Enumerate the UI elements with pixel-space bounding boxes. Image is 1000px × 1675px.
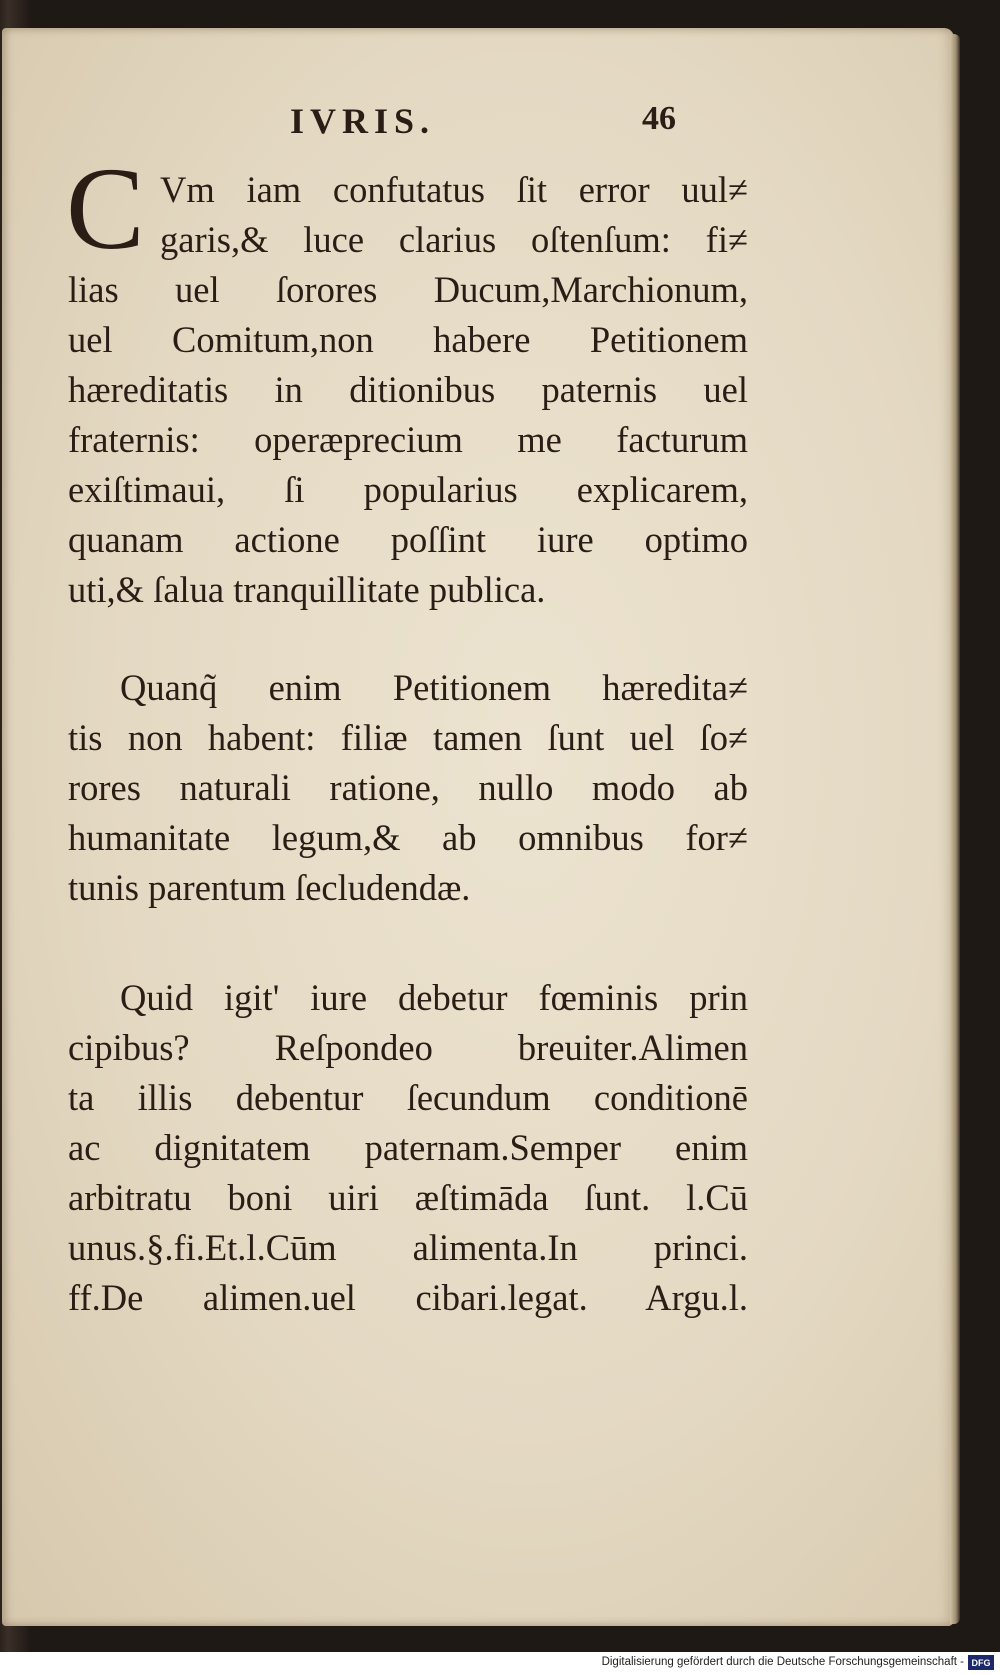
text-line: tunis parentum ſecludendæ. [68,867,471,908]
text-line: garis,& luce clarius oſtenſum: fi≠ [160,219,748,260]
funding-credit: Digitalisierung gefördert durch die Deutsche Forschungsgemeinschaft - [601,1656,964,1668]
text-line: uel Comitum,non habere Petitionem [68,319,748,360]
paragraph-1 [66,143,748,615]
text-line: exiſtimaui, ſi popularius explicarem, [68,469,748,510]
text-line: Vm iam confutatus ſit error uul≠ [160,169,748,210]
decorated-initial: C [66,143,145,274]
text-line: arbitratu boni uiri æſtimāda ſunt. l.Cū [68,1177,748,1218]
running-head [290,100,710,150]
footer-bar [0,1652,1000,1675]
page-edge [950,34,960,1624]
dfg-logo: DFG [968,1655,994,1670]
text-line: rores naturali ratione, nullo modo ab [68,767,748,808]
text-line: uti,& ſalua tranquillitate publica. [68,569,546,610]
text-line: Quid igit' iure debetur fœminis prin [120,977,748,1018]
text-line: Quanq̃ enim Petitionem hæredita≠ [120,667,748,708]
text-line: ac dignitatem paternam.Semper enim [68,1127,748,1168]
paragraph-2 [68,663,748,913]
running-head-title: IVRIS. [290,101,436,141]
text-line: ta illis debentur ſecundum conditionē [68,1077,748,1118]
text-line: lias uel ſorores Ducum,Marchionum, [68,269,748,310]
text-line: hæreditatis in ditionibus paternis uel [68,369,748,410]
text-line: quanam actione poſſint iure optimo [68,519,748,560]
text-line: tis non habent: filiæ tamen ſunt uel ſo≠ [68,717,748,758]
text-block [66,143,748,1323]
text-line: fraternis: operæprecium me facturum [68,419,748,460]
text-line: humanitate legum,& ab omnibus for≠ [68,817,748,858]
text-line: ff.De alimen.uel cibari.legat. Argu.l. [68,1277,748,1318]
text-line: cipibus? Reſpondeo breuiter.Alimen [68,1027,748,1068]
page-number: 46 [642,100,676,137]
paragraph-3 [68,973,748,1323]
text-line: unus.§.fi.Et.l.Cūm alimenta.In princi. [68,1227,748,1268]
